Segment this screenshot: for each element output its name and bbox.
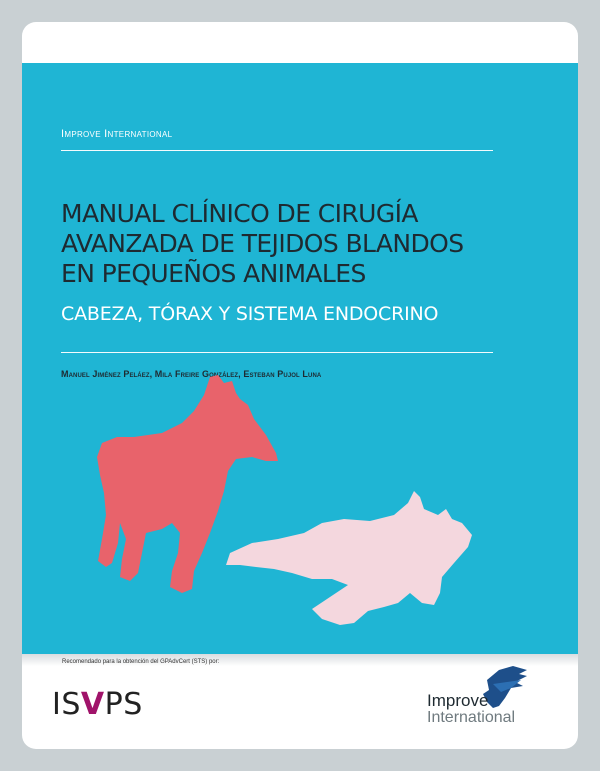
book-cover-card xyxy=(22,22,578,749)
title-line-3: EN PEQUEÑOS ANIMALES xyxy=(61,259,366,288)
isvps-letters-right: PS xyxy=(104,687,143,722)
title-line-2: AVANZADA DE TEJIDOS BLANDOS xyxy=(61,229,464,258)
book-subtitle: CABEZA, TÓRAX Y SISTEMA ENDOCRINO xyxy=(61,303,439,325)
cover-panel xyxy=(22,63,578,654)
isvps-logo xyxy=(52,687,143,722)
isvps-letters-left: IS xyxy=(52,687,81,722)
dog-and-cat-illustration xyxy=(22,63,578,654)
title-line-1: MANUAL CLÍNICO DE CIRUGÍA xyxy=(61,199,418,228)
recommendation-text: Recomendado para la obtención del GPAdvCert (STS) por: xyxy=(62,659,220,665)
international-word: International xyxy=(427,709,516,726)
publisher-name-top: Improve International xyxy=(61,128,173,140)
cat-silhouette xyxy=(226,491,472,625)
improve-word: Improve xyxy=(427,691,489,710)
authors: Manuel Jiménez Peláez, Mila Freire González, Esteban Pujol Luna xyxy=(61,369,322,379)
isvps-checkmark-v: V xyxy=(80,687,105,722)
